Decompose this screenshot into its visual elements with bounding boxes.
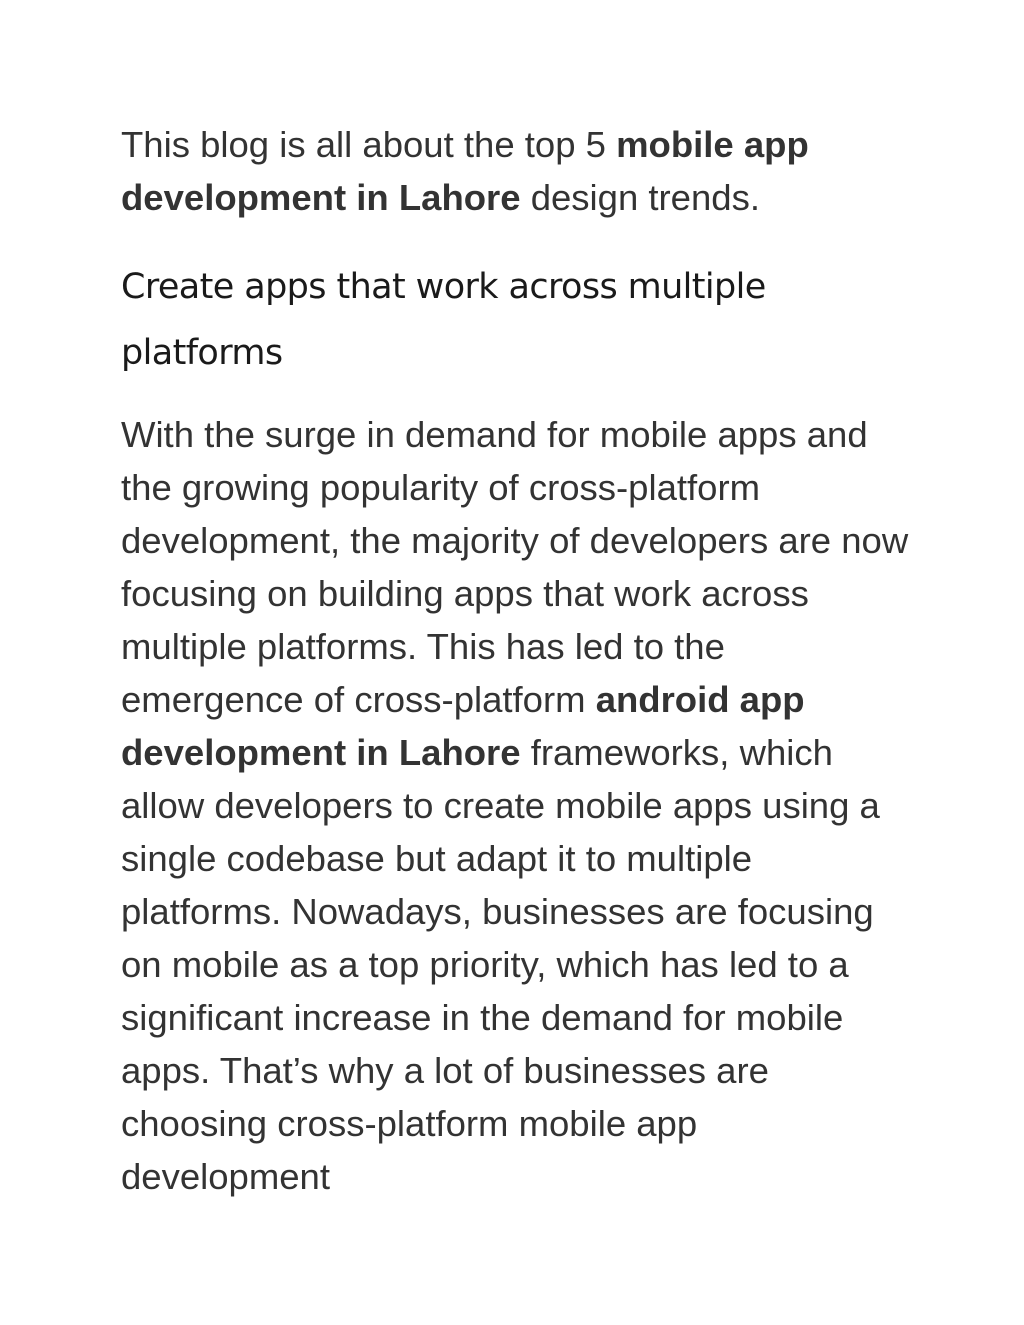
body-text-end: frameworks, which allow developers to create mobile apps using a single codebase but adapt it to multiple platforms. Nowadays, businesses are focusing on mobile as a top priority, which has led to a significant increase in the demand for mobile apps. That’s why a lot of businesses are choosing cross-platform mobile app development xyxy=(121,732,880,1197)
intro-text: This blog is all about the top 5 xyxy=(121,124,617,165)
document-page xyxy=(121,118,911,1203)
body-keyword: android app development in Lahore xyxy=(121,679,805,773)
intro-paragraph xyxy=(121,118,901,224)
body-paragraph xyxy=(121,408,911,1203)
section-heading: Create apps that work across multiple platforms xyxy=(121,267,766,373)
intro-keyword: mobile app development in Lahore xyxy=(121,124,809,218)
body-text-start: With the surge in demand for mobile apps and the growing popularity of cross-platform development, the majority of developers are now focusing on building apps that work across multiple platforms. This has led to the emergence of cross-platform xyxy=(121,414,909,720)
intro-text-end: design trends. xyxy=(520,177,760,218)
